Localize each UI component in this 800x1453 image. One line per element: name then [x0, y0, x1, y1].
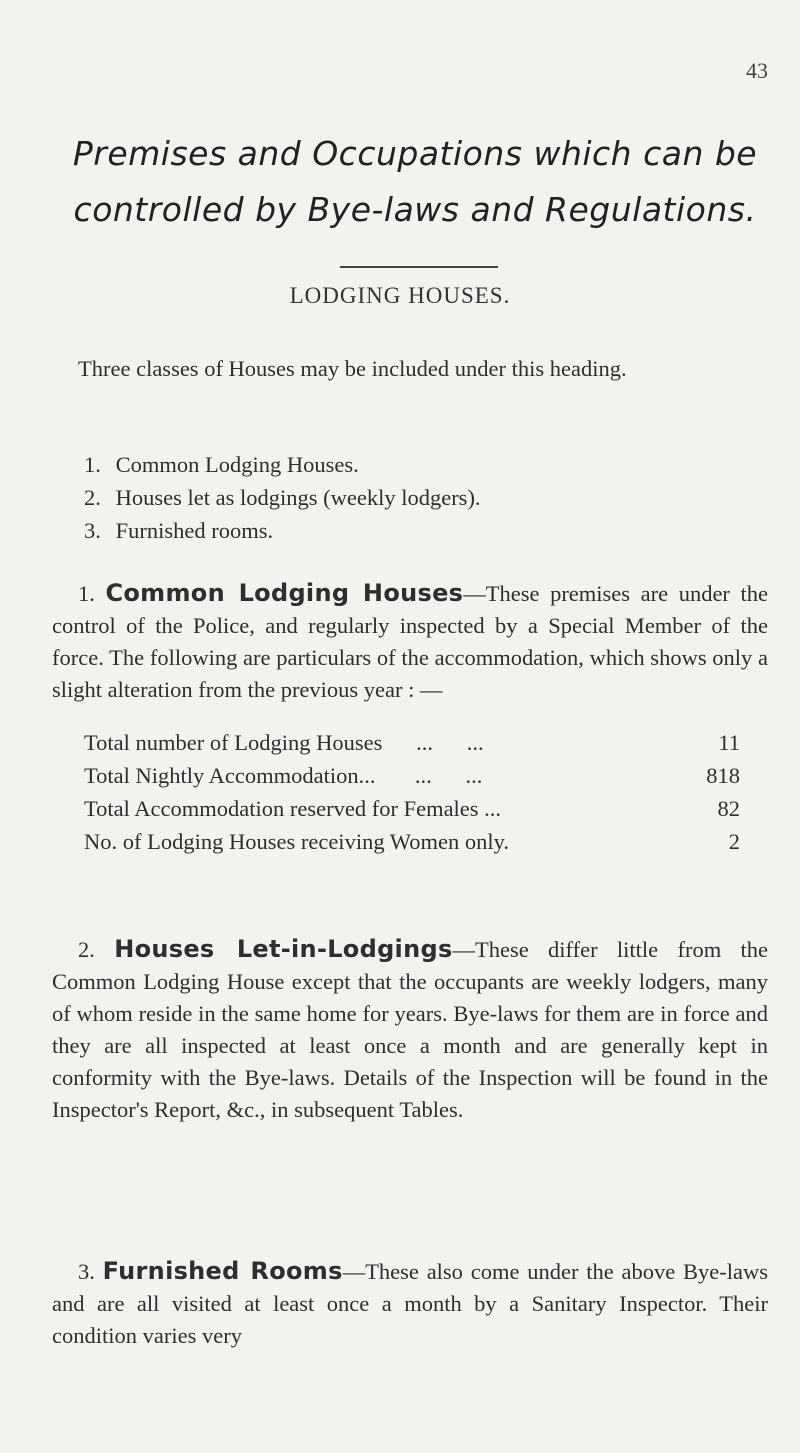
list-item: [84, 514, 481, 547]
paragraph-text: —These also come under the above Bye-laws and are all visited at least once a month by a Sanitary Inspector. Their condition varies very: [52, 1259, 768, 1348]
list-item-number: 1.: [84, 452, 101, 477]
list-item: [84, 481, 481, 514]
title-line-1: Premises and Occupations which can be: [72, 134, 758, 173]
common-lodging-paragraph: [52, 577, 768, 706]
list-item: [84, 448, 481, 481]
list-item-label: Houses let as lodgings (weekly lodgers).: [115, 485, 481, 510]
furnished-rooms-paragraph: [52, 1255, 768, 1352]
paragraph-number: 3.: [78, 1259, 95, 1284]
stat-label: Total number of Lodging Houses ... ...: [84, 730, 484, 755]
page-title: [60, 126, 770, 238]
classes-list: [84, 448, 481, 547]
accommodation-stats: [84, 726, 740, 858]
lodgings-paragraph: [52, 933, 768, 1126]
stat-value: 818: [706, 763, 740, 788]
title-divider: [340, 266, 498, 268]
stat-label: Total Nightly Accommodation... ... ...: [84, 763, 483, 788]
stat-row: [84, 759, 740, 792]
paragraph-number: 2.: [78, 937, 95, 962]
paragraph-heading: Furnished Rooms: [102, 1257, 343, 1285]
stat-value: 11: [718, 730, 740, 755]
stat-value: 82: [717, 796, 740, 821]
stat-value: 2: [728, 829, 740, 854]
paragraph-text: —These premises are under the control of the Police, and regularly inspected by a Special Member of the force. The following are particulars of the accommodation, which shows only a slight alteration from the previous year : —: [52, 581, 769, 702]
list-item-label: Furnished rooms.: [115, 518, 274, 543]
paragraph-text: —These differ little from the Common Lodging House except that the occupants are weekly lodgers, many of whom reside in the same home for years. Bye-laws for them are in force and they are all inspected at least once a month and are generally kept in conformity with the Bye-laws. Details of the Inspection will be found in the Inspector's Report, &c., in subsequent Tables.: [52, 937, 768, 1122]
stat-row: [84, 726, 740, 759]
stat-label: Total Accommodation reserved for Females ...: [84, 796, 502, 821]
stat-row: [84, 792, 740, 825]
paragraph-heading: Common Lodging Houses: [105, 579, 464, 607]
paragraph-number: 1.: [78, 581, 95, 606]
intro-paragraph: Three classes of Houses may be included under this heading.: [78, 356, 627, 381]
list-item-number: 3.: [84, 518, 101, 543]
stat-row: [84, 825, 740, 858]
section-heading: LODGING HOUSES.: [289, 283, 511, 308]
stat-label: No. of Lodging Houses receiving Women only.: [84, 829, 509, 854]
page-number: 43: [746, 58, 768, 83]
title-line-2: controlled by Bye-laws and Regulations.: [73, 190, 757, 229]
list-item-number: 2.: [84, 485, 101, 510]
paragraph-heading: Houses Let-in-Lodgings: [114, 935, 453, 963]
list-item-label: Common Lodging Houses.: [115, 452, 359, 477]
